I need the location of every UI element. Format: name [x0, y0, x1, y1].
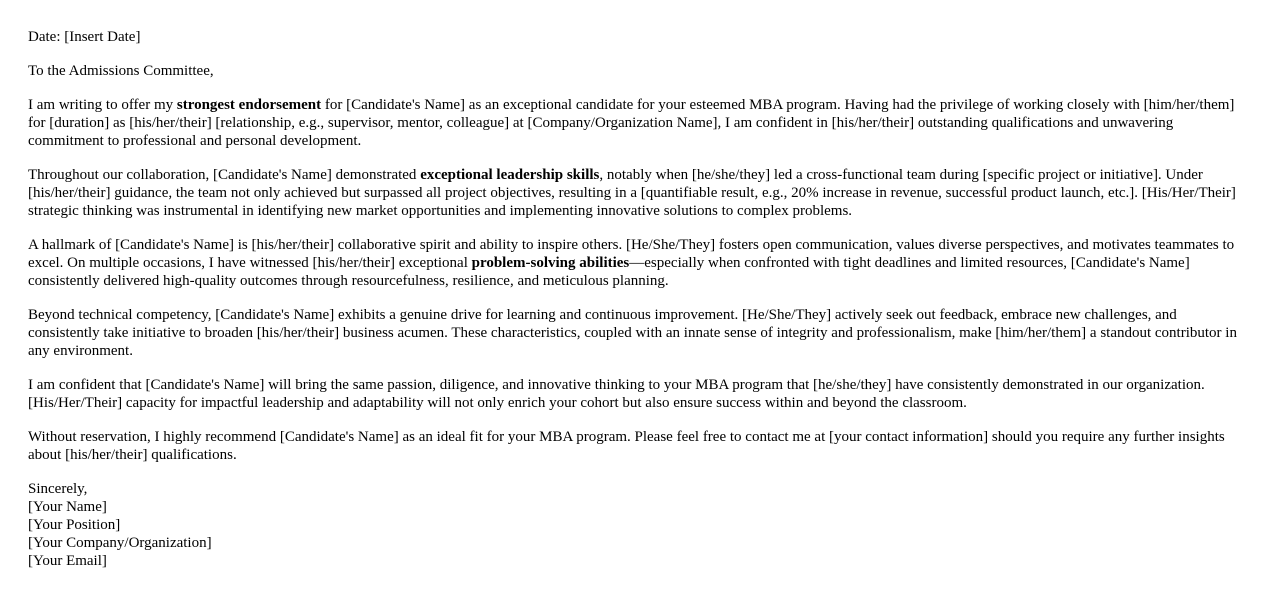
emphasis-text: problem-solving abilities — [471, 255, 630, 271]
signature-company: [Your Company/Organization] — [28, 535, 212, 551]
signature-email: [Your Email] — [28, 553, 107, 569]
letter-date: Date: [Insert Date] — [28, 29, 141, 45]
paragraph-recommendation: Without reservation, I highly recommend [Candidate's Name] as an ideal fit for your MBA program. Please feel free to contact me at [your contact information] should you require any further insights about [his/her/their] qualifications. — [28, 429, 1225, 463]
paragraph-text: for [Candidate's Name] as an exceptional candidate for your esteemed MBA program. Having had the privilege of working closely with [him/her/them] for [duration] as [his/her/their] [relationship, e.g., supervisor, mentor, colleague] at [Company/Organization Name], I am confident in [his/her/their] outstanding qualifications and unwavering commitment to professional and personal development. — [28, 97, 1235, 149]
paragraph-text: A hallmark of [Candidate's Name] is [his/her/their] collaborative spirit and ability to inspire others. [He/She/They] fosters open communication, values diverse perspectives, and motivates teammates to excel. On multiple occasions, I have witnessed [his/her/their] exceptional — [28, 237, 1235, 271]
signature-position: [Your Position] — [28, 517, 121, 533]
paragraph-growth: Beyond technical competency, [Candidate's Name] exhibits a genuine drive for learning and continuous improvement. [He/She/They] actively seek out feedback, embrace new challenges, and consistently take initiative to broaden [his/her/their] business acumen. These characteristics, coupled with an innate sense of integrity and professionalism, make [him/her/them] a standout contributor in any environment. — [28, 307, 1237, 359]
letter-salutation: To the Admissions Committee, — [28, 63, 214, 79]
letter-closing: Sincerely, — [28, 481, 88, 497]
emphasis-text: exceptional leadership skills — [420, 167, 600, 183]
paragraph-confidence: I am confident that [Candidate's Name] will bring the same passion, diligence, and innovative thinking to your MBA program that [he/she/they] have consistently demonstrated in our organization. [His/Her/Their] capacity for impactful leadership and adaptability will not only enrich your cohort but also ensure success within and beyond the classroom. — [28, 377, 1205, 411]
paragraph-introduction — [28, 96, 1250, 150]
paragraph-leadership — [28, 166, 1250, 220]
signature-name: [Your Name] — [28, 499, 107, 515]
paragraph-text: —especially when confronted with tight deadlines and limited resources, [Candidate's Name] consistently delivered high-quality outcomes through resourcefulness, resilience, and meticulous planning. — [28, 255, 1190, 289]
paragraph-text: , notably when [he/she/they] led a cross-functional team during [specific project or initiative]. Under [his/her/their] guidance, the team not only achieved but surpassed all project objectives, resulting in a [quantifiable result, e.g., 20% increase in revenue, successful product launch, etc.]. [His/Her/Their] strategic thinking was instrumental in identifying new market opportunities and implementing innovative solutions to complex problems. — [28, 167, 1236, 219]
emphasis-text: strongest endorsement — [176, 97, 322, 113]
paragraph-text: I am writing to offer my — [28, 97, 177, 113]
paragraph-text: Throughout our collaboration, [Candidate's Name] demonstrated — [28, 167, 421, 183]
paragraph-collaboration — [28, 236, 1250, 290]
